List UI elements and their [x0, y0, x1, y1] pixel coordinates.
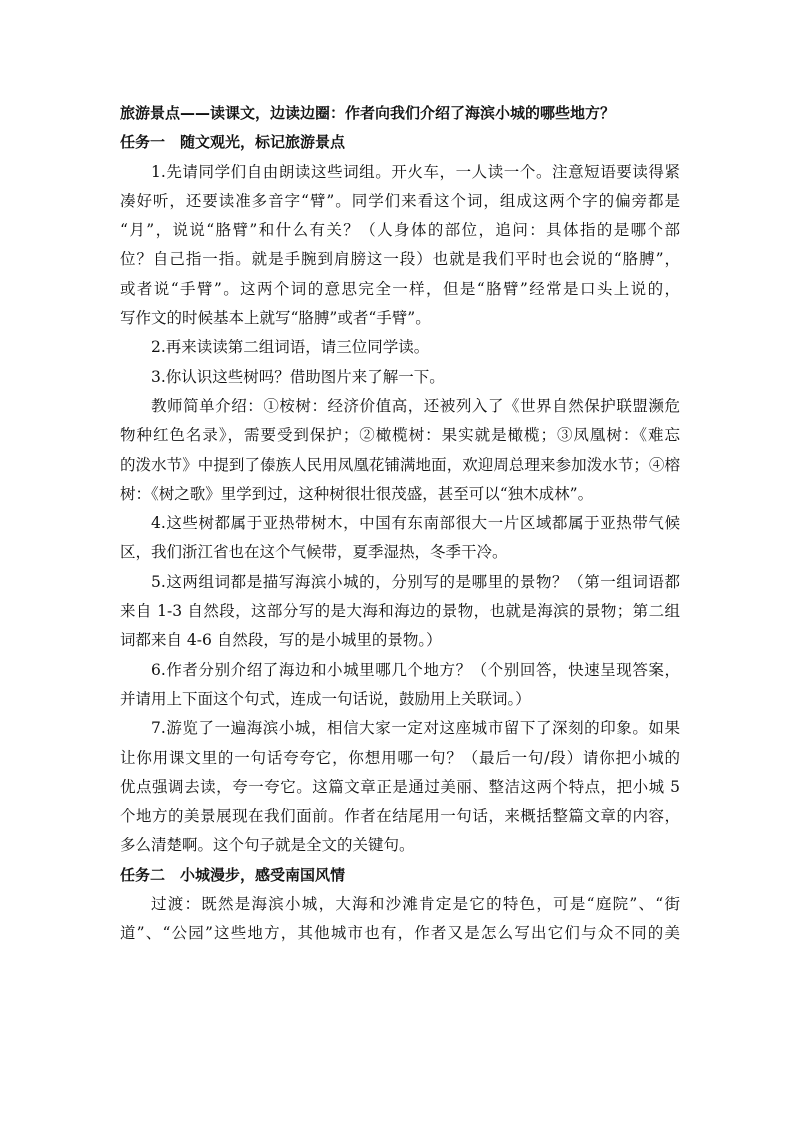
- paragraph-1-line: 凑好听，还要读准多音字“臂”。同学们来看这个词，组成这两个字的偏旁都是: [120, 191, 680, 210]
- paragraph-8-line: 7.游览了一遍海滨小城，相信大家一定对这座城市留下了深刻的印象。如果: [151, 719, 680, 738]
- intro-heading: 旅游景点——读课文，边读边圈：作者向我们介绍了海滨小城的哪些地方？: [120, 104, 616, 122]
- paragraph-4-line: 物种红色名录》，需要受到保护；②橄榄树：果实就是橄榄；③凤凰树：《难忘: [120, 426, 680, 445]
- paragraph-1-line: “月”，说说“胳臂”和什么有关？（人身体的部位，追问：具体指的是哪个部: [120, 221, 680, 240]
- paragraph-1-line: 1.先请同学们自由朗读这些词组。开火车，一人读一个。注意短语要读得紧: [151, 162, 680, 181]
- paragraph-4-line: 教师简单介绍：①桉树：经济价值高，还被列入了《世界自然保护联盟濒危: [151, 396, 680, 415]
- paragraph-4-line: 的泼水节》中提到了傣族人民用凤凰花铺满地面，欢迎周总理来参加泼水节；④榕: [120, 455, 680, 474]
- paragraph-8-line: 让你用课文里的一句话夸夸它，你想用哪一句？（最后一句/段）请你把小城的: [120, 748, 680, 767]
- paragraph-2-line: 2.再来读读第二组词语，请三位同学读。: [151, 338, 430, 357]
- document-page: [120, 99, 680, 949]
- paragraph-8-line: 优点强调去读，夸一夸它。这篇文章正是通过美丽、整洁这两个特点，把小城 5: [120, 777, 680, 796]
- paragraph-1-line: 写作文的时候基本上就写“胳膊”或者“手臂”。: [120, 309, 431, 328]
- task2-heading: 任务二 小城漫步，感受南国风情: [120, 865, 346, 884]
- paragraph-7-line: 6.作者分别介绍了海边和小城里哪几个地方？（个别回答，快速呈现答案，: [151, 660, 680, 679]
- paragraph-6-line: 来自 1-3 自然段，这部分写的是大海和海边的景物，也就是海滨的景物；第二组: [120, 602, 680, 621]
- paragraph-8-line: 个地方的美景展现在我们面前。作者在结尾用一句话，来概括整篇文章的内容，: [120, 807, 680, 826]
- paragraph-4-line: 树：《树之歌》里学到过，这种树很壮很茂盛，甚至可以“独木成林”。: [120, 484, 594, 503]
- paragraph-8-line: 多么清楚啊。这个句子就是全文的关键句。: [120, 836, 415, 855]
- paragraph-1-line: 或者说“手臂”。这两个词的意思完全一样，但是“胳臂”经常是口头上说的，: [120, 279, 680, 298]
- paragraph-9-line: 过渡：既然是海滨小城，大海和沙滩肯定是它的特色，可是“庭院”、“街: [151, 895, 680, 914]
- paragraph-6-line: 5.这两组词都是描写海滨小城的，分别写的是哪里的景物？（第一组词语都: [151, 572, 680, 591]
- paragraph-1-line: 位？自己指一指。就是手腕到肩膀这一段）也就是我们平时也会说的“胳膊”，: [120, 250, 680, 269]
- paragraph-5-line: 区，我们浙江省也在这个气候带，夏季湿热，冬季干冷。: [120, 543, 508, 562]
- paragraph-3-line: 3.你认识这些树吗？借助图片来了解一下。: [151, 367, 445, 386]
- paragraph-9-line: 道”、“公园”这些地方，其他城市也有，作者又是怎么写出它们与众不同的美: [120, 924, 680, 943]
- paragraph-6-line: 词都来自 4-6 自然段，写的是小城里的景物。）: [120, 631, 442, 650]
- paragraph-5-line: 4.这些树都属于亚热带树木，中国有东南部很大一片区域都属于亚热带气候: [151, 514, 680, 533]
- paragraph-7-line: 并请用上下面这个句式，连成一句话说，鼓励用上关联词。）: [120, 689, 531, 708]
- task1-heading: 任务一 随文观光，标记旅游景点: [120, 133, 346, 152]
